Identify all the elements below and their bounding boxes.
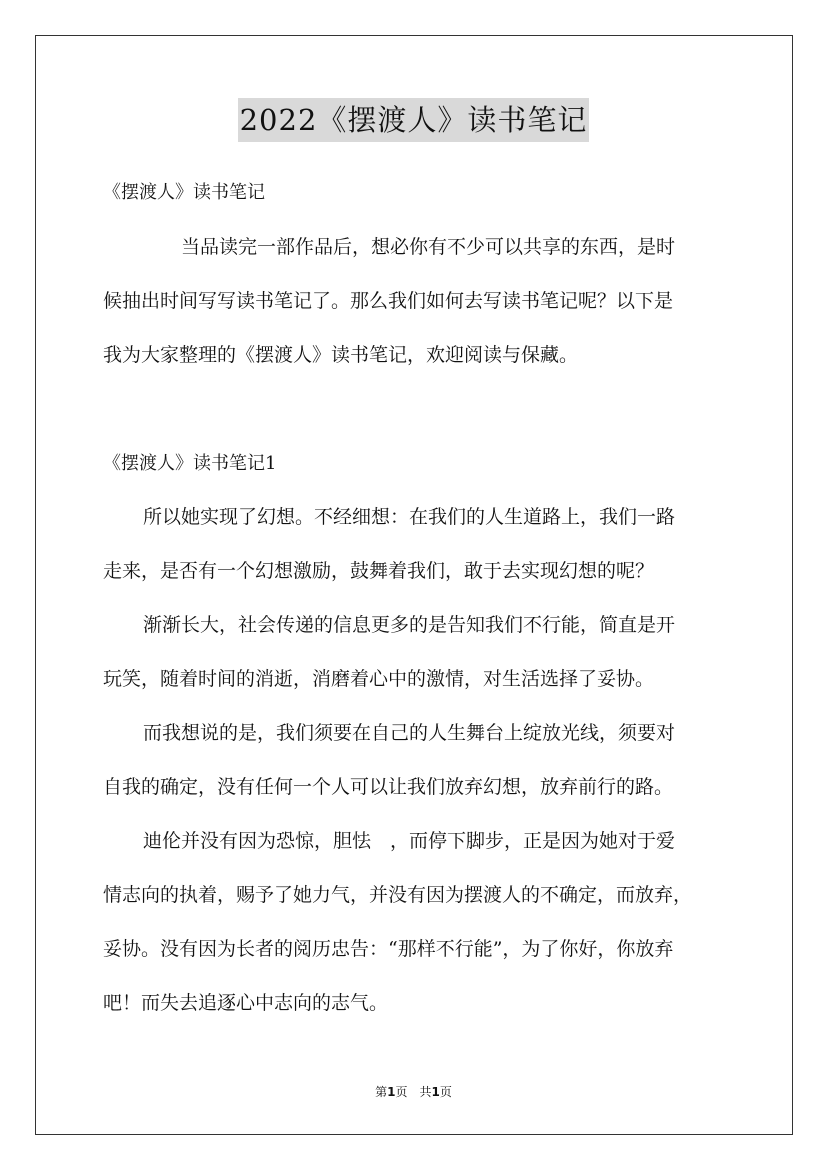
section-heading: 《摆渡人》读书笔记1: [103, 453, 277, 474]
body-paragraphs: [103, 490, 728, 1030]
page-footer: [0, 1083, 827, 1100]
body-line: 而我想说的是，我们须要在自己的人生舞台上绽放光线，须要对: [143, 722, 676, 744]
footer-page-suffix: 页: [439, 1085, 452, 1099]
document-subtitle: 《摆渡人》读书笔记: [103, 182, 265, 203]
body-line: 妥协。没有因为长者的阅历忠告：“那样不行能”，为了你好，你放弃: [103, 938, 674, 960]
body-line: 迪伦并没有因为恐惊，胆怯 ，而停下脚步，正是因为她对于爱: [143, 830, 676, 852]
body-line: 走来，是否有一个幻想激励，鼓舞着我们，敢于去实现幻想的呢？: [103, 560, 655, 582]
body-line: 自我的确定，没有任何一个人可以让我们放弃幻想，放弃前行的路。: [103, 776, 674, 798]
body-line: 玩笑，随着时间的消逝，消磨着心中的激情，对生活选择了妥协。: [103, 668, 655, 690]
footer-page-number: 1: [387, 1085, 396, 1099]
title-container: [0, 98, 827, 142]
intro-paragraph: [103, 220, 728, 382]
intro-line: 候抽出时间写写读书笔记了。那么我们如何去写读书笔记呢？以下是: [103, 290, 674, 312]
intro-line: 当品读完一部作品后，想必你有不少可以共享的东西，是时: [181, 236, 676, 258]
body-line: 情志向的执着，赐予了她力气，并没有因为摆渡人的不确定，而放弃，: [103, 884, 693, 906]
document-title: 2022《摆渡人》读书笔记: [238, 98, 590, 142]
footer-page-prefix: 第: [375, 1085, 388, 1099]
footer-page-mid: 页 共: [395, 1085, 432, 1099]
body-line: 渐渐长大，社会传递的信息更多的是告知我们不行能，简直是开: [143, 614, 676, 636]
footer-page-total: 1: [431, 1085, 440, 1099]
body-line: 所以她实现了幻想。不经细想：在我们的人生道路上，我们一路: [143, 506, 676, 528]
intro-line: 我为大家整理的《摆渡人》读书笔记，欢迎阅读与保藏。: [103, 344, 579, 366]
body-line: 吧！而失去追逐心中志向的志气。: [103, 992, 389, 1014]
